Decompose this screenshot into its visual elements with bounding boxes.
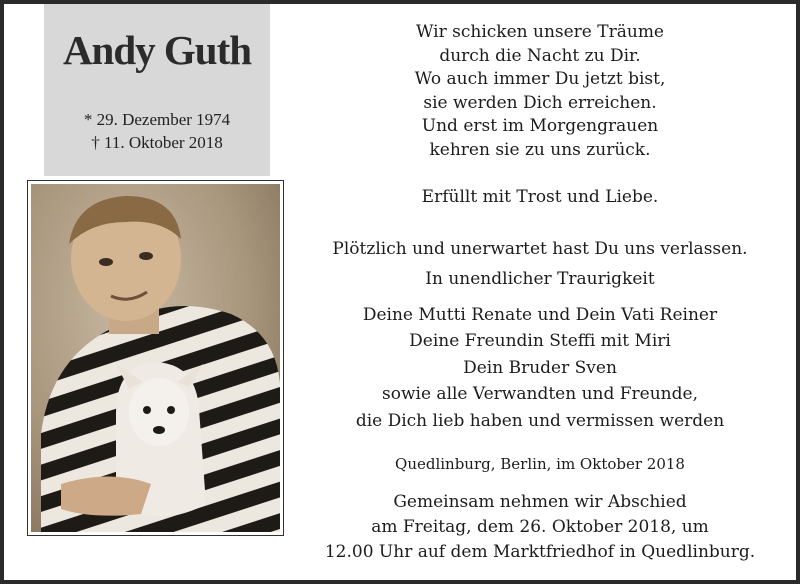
mourner-line: Deine Freundin Steffi mit Miri: [409, 331, 671, 352]
portrait-photo: [31, 184, 280, 532]
mourner-line: Deine Mutti Renate und Dein Vati Reiner: [362, 305, 718, 325]
sudden-line: Plötzlich und unerwartet hast Du uns verlassen.: [332, 239, 748, 259]
mourners-list: [300, 302, 780, 434]
portrait-photo-icon: [31, 184, 280, 532]
comfort-line: Erfüllt mit Trost und Liebe.: [421, 187, 659, 207]
mourner-line: die Dich lieb haben und vermissen werden: [355, 410, 725, 431]
poem-line: Und erst im Morgengrauen: [421, 116, 659, 136]
death-date: † 11. Oktober 2018: [91, 133, 223, 152]
birth-date: * 29. Dezember 1974: [83, 110, 231, 129]
funeral-info: [300, 490, 780, 565]
poem-line: Wo auch immer Du jetzt bist,: [414, 69, 666, 89]
funeral-line: am Freitag, dem 26. Oktober 2018, um: [371, 517, 709, 537]
deceased-name: Andy Guth: [62, 27, 252, 73]
photo-frame: [27, 180, 284, 536]
poem-line: kehren sie zu uns zurück.: [429, 139, 651, 160]
mourner-line: Dein Bruder Sven: [463, 357, 617, 378]
mourner-line: sowie alle Verwandten und Freunde,: [382, 384, 698, 405]
poem: [300, 21, 780, 162]
poem-line: Wir schicken unsere Träume: [415, 22, 664, 42]
poem-line: durch die Nacht zu Dir.: [439, 45, 641, 66]
place-date: Quedlinburg, Berlin, im Oktober 2018: [395, 455, 685, 473]
funeral-line: 12.00 Uhr auf dem Marktfriedhof in Quedlinburg.: [324, 542, 756, 562]
life-dates: [44, 108, 270, 154]
grief-line: In unendlicher Traurigkeit: [425, 269, 655, 289]
poem-line: sie werden Dich erreichen.: [423, 92, 657, 113]
funeral-line: Gemeinsam nehmen wir Abschied: [393, 492, 687, 512]
